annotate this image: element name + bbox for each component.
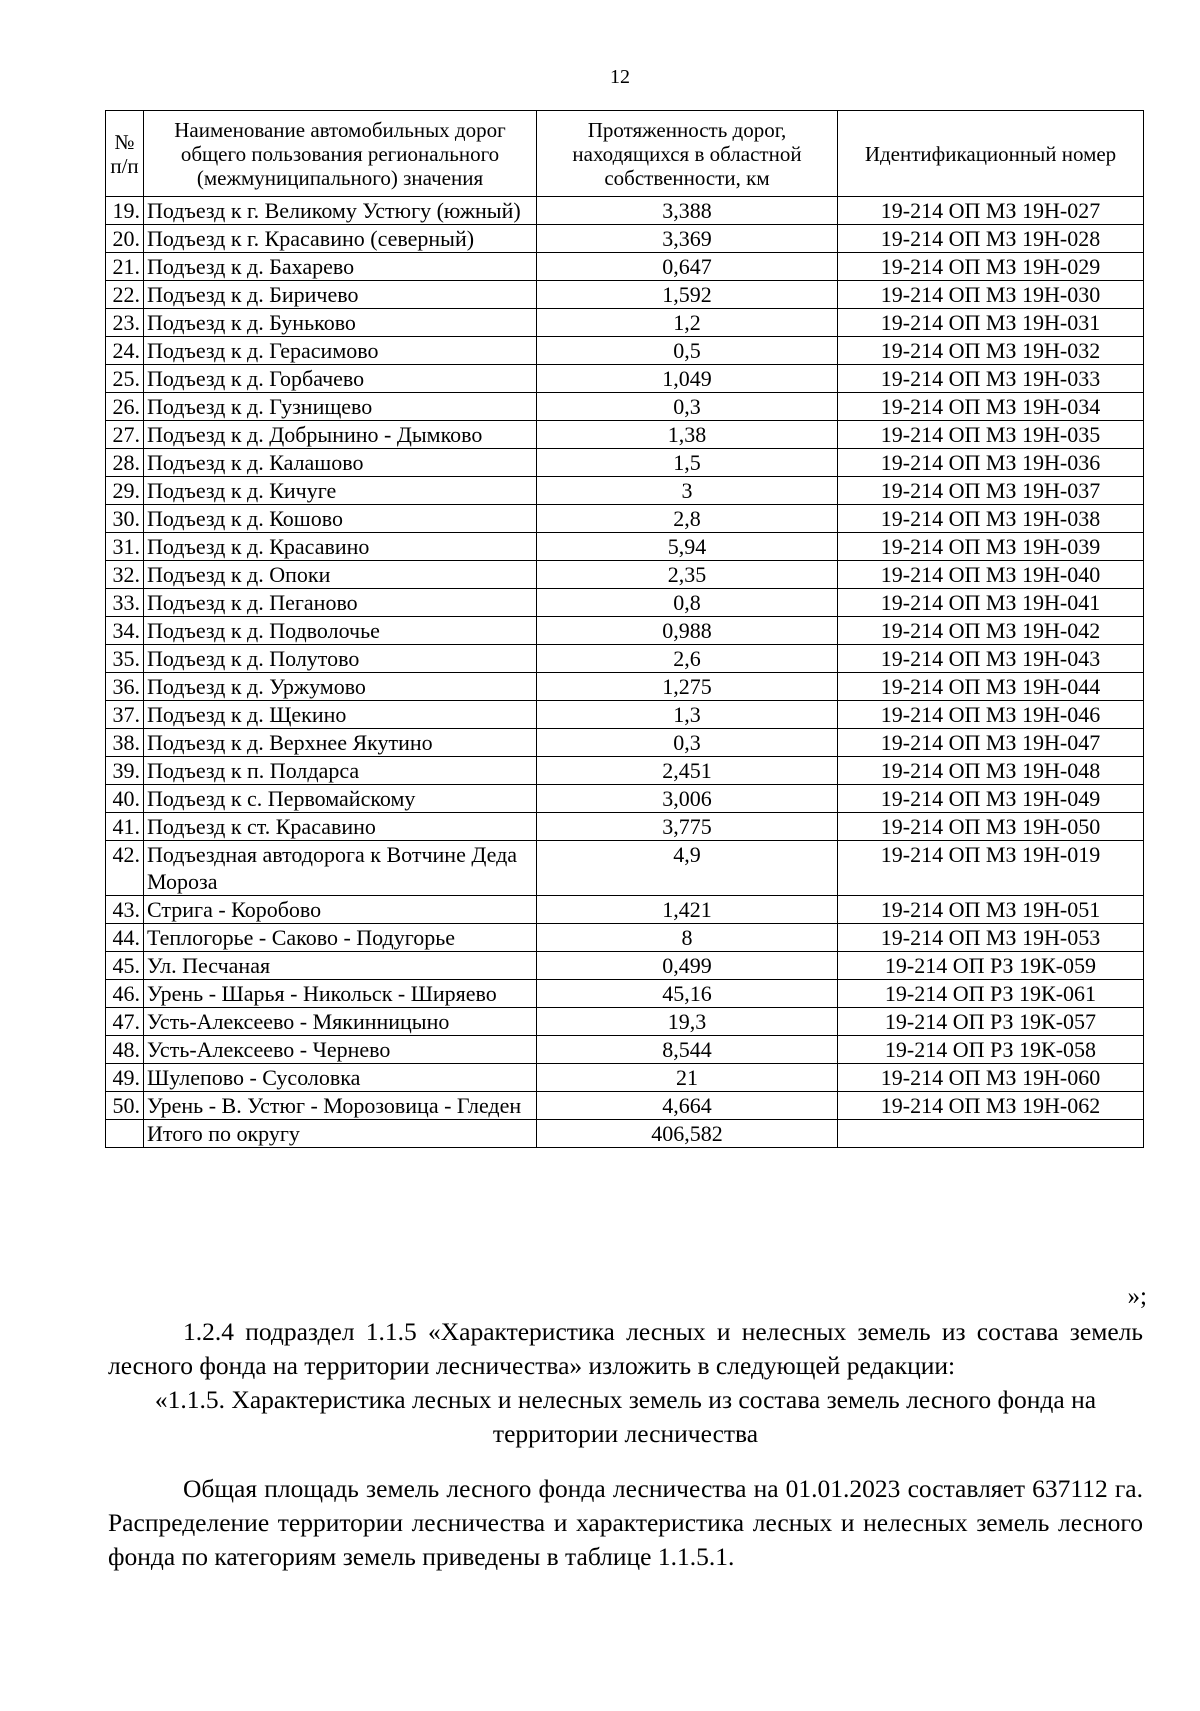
table-header-row [106, 111, 1144, 197]
cell-name: Подъездная автодорога к Вотчине Деда Мороза [144, 841, 537, 896]
cell-name: Усть-Алексеево - Чернево [144, 1036, 537, 1064]
table-row [106, 924, 1144, 952]
cell-ident: 19-214 ОП МЗ 19Н-033 [838, 365, 1144, 393]
cell-num: 48. [106, 1036, 144, 1064]
cell-num: 22. [106, 281, 144, 309]
section-heading: «1.1.5. Характеристика лесных и нелесных земель из состава земель лесного фонда на территории лесничества [154, 1385, 1097, 1448]
cell-length: 45,16 [537, 980, 838, 1008]
cell-ident: 19-214 ОП МЗ 19Н-037 [838, 477, 1144, 505]
cell-ident: 19-214 ОП МЗ 19Н-031 [838, 309, 1144, 337]
cell-ident: 19-214 ОП МЗ 19Н-046 [838, 701, 1144, 729]
cell-name: Подъезд к г. Великому Устюгу (южный) [144, 197, 537, 225]
cell-ident: 19-214 ОП МЗ 19Н-035 [838, 421, 1144, 449]
cell-ident: 19-214 ОП МЗ 19Н-019 [838, 841, 1144, 896]
cell-ident: 19-214 ОП МЗ 19Н-042 [838, 617, 1144, 645]
cell-length: 406,582 [537, 1120, 838, 1148]
cell-name: Усть-Алексеево - Мякинницыно [144, 1008, 537, 1036]
cell-name: Подъезд к д. Добрынино - Дымково [144, 421, 537, 449]
cell-name: Подъезд к д. Кичуге [144, 477, 537, 505]
cell-name: Подъезд к ст. Красавино [144, 813, 537, 841]
cell-length: 1,3 [537, 701, 838, 729]
cell-ident: 19-214 ОП МЗ 19Н-039 [838, 533, 1144, 561]
cell-length: 3,775 [537, 813, 838, 841]
cell-name: Подъезд к д. Опоки [144, 561, 537, 589]
cell-num: 29. [106, 477, 144, 505]
cell-num: 35. [106, 645, 144, 673]
page-number: 12 [610, 66, 630, 88]
cell-num: 41. [106, 813, 144, 841]
cell-ident: 19-214 ОП МЗ 19Н-060 [838, 1064, 1144, 1092]
table-row [106, 673, 1144, 701]
cell-num: 24. [106, 337, 144, 365]
cell-num: 27. [106, 421, 144, 449]
cell-ident: 19-214 ОП МЗ 19Н-038 [838, 505, 1144, 533]
table-row [106, 952, 1144, 980]
table-row [106, 197, 1144, 225]
cell-ident: 19-214 ОП МЗ 19Н-047 [838, 729, 1144, 757]
table-row [106, 589, 1144, 617]
cell-length: 1,5 [537, 449, 838, 477]
table-row [106, 785, 1144, 813]
cell-length: 2,451 [537, 757, 838, 785]
cell-num [106, 1120, 144, 1148]
table-row [106, 533, 1144, 561]
cell-name: Ул. Песчаная [144, 952, 537, 980]
table-row [106, 980, 1144, 1008]
table-row [106, 1036, 1144, 1064]
cell-name: Подъезд к д. Подволочье [144, 617, 537, 645]
cell-ident: 19-214 ОП МЗ 19Н-062 [838, 1092, 1144, 1120]
cell-length: 19,3 [537, 1008, 838, 1036]
cell-length: 4,9 [537, 841, 838, 896]
cell-num: 19. [106, 197, 144, 225]
cell-length: 1,38 [537, 421, 838, 449]
cell-num: 32. [106, 561, 144, 589]
cell-name: Урень - Шарья - Никольск - Ширяево [144, 980, 537, 1008]
cell-length: 0,499 [537, 952, 838, 980]
roads-table [105, 110, 1144, 1148]
table-row [106, 1064, 1144, 1092]
cell-ident: 19-214 ОП МЗ 19Н-044 [838, 673, 1144, 701]
cell-length: 3,006 [537, 785, 838, 813]
cell-ident: 19-214 ОП МЗ 19Н-034 [838, 393, 1144, 421]
cell-length: 0,5 [537, 337, 838, 365]
cell-name: Подъезд к д. Гузнищево [144, 393, 537, 421]
table-row [106, 421, 1144, 449]
closing-quote: »; [1127, 1283, 1147, 1310]
cell-name: Шулепово - Сусоловка [144, 1064, 537, 1092]
cell-num: 28. [106, 449, 144, 477]
cell-num: 42. [106, 841, 144, 896]
cell-num: 39. [106, 757, 144, 785]
table-row [106, 813, 1144, 841]
cell-length: 0,988 [537, 617, 838, 645]
table-row [106, 701, 1144, 729]
cell-name: Подъезд к д. Кошово [144, 505, 537, 533]
cell-num: 36. [106, 673, 144, 701]
cell-length: 5,94 [537, 533, 838, 561]
cell-ident: 19-214 ОП МЗ 19Н-028 [838, 225, 1144, 253]
table-row [106, 729, 1144, 757]
cell-num: 44. [106, 924, 144, 952]
table-row [106, 365, 1144, 393]
cell-num: 43. [106, 896, 144, 924]
cell-ident: 19-214 ОП МЗ 19Н-051 [838, 896, 1144, 924]
cell-ident: 19-214 ОП РЗ 19К-061 [838, 980, 1144, 1008]
table-row [106, 617, 1144, 645]
header-name: Наименование автомобильных дорог общего пользования регионального (межмуниципального) значения [144, 111, 537, 197]
cell-name: Подъезд к д. Верхнее Якутино [144, 729, 537, 757]
cell-length: 1,592 [537, 281, 838, 309]
cell-num: 46. [106, 980, 144, 1008]
table-row [106, 309, 1144, 337]
cell-name: Подъезд к д. Красавино [144, 533, 537, 561]
cell-num: 38. [106, 729, 144, 757]
table-row [106, 281, 1144, 309]
cell-length: 21 [537, 1064, 838, 1092]
cell-length: 1,421 [537, 896, 838, 924]
cell-name: Подъезд к д. Калашово [144, 449, 537, 477]
cell-name: Подъезд к д. Пеганово [144, 589, 537, 617]
table-row [106, 337, 1144, 365]
cell-ident: 19-214 ОП МЗ 19Н-053 [838, 924, 1144, 952]
cell-name: Подъезд к д. Щекино [144, 701, 537, 729]
cell-length: 2,6 [537, 645, 838, 673]
forest-area-paragraph: Общая площадь земель лесного фонда лесничества на 01.01.2023 составляет 637112 га. Распределение территории лесничества и характеристика лесных и нелесных земель лесного фонда по категориям земель приведены в таблице 1.1.5.1. [108, 1474, 1143, 1571]
header-num: № п/п [106, 111, 144, 197]
cell-length: 8,544 [537, 1036, 838, 1064]
cell-num: 34. [106, 617, 144, 645]
cell-name: Подъезд к д. Горбачево [144, 365, 537, 393]
cell-length: 8 [537, 924, 838, 952]
table-row [106, 841, 1144, 896]
cell-length: 0,8 [537, 589, 838, 617]
cell-length: 2,8 [537, 505, 838, 533]
table-row [106, 477, 1144, 505]
header-ident: Идентификационный номер [838, 111, 1144, 197]
cell-name: Подъезд к д. Герасимово [144, 337, 537, 365]
cell-name: Урень - В. Устюг - Морозовица - Гледен [144, 1092, 537, 1120]
cell-num: 31. [106, 533, 144, 561]
table-row [106, 1008, 1144, 1036]
cell-num: 21. [106, 253, 144, 281]
cell-num: 47. [106, 1008, 144, 1036]
cell-length: 3,369 [537, 225, 838, 253]
cell-num: 26. [106, 393, 144, 421]
cell-length: 1,2 [537, 309, 838, 337]
cell-num: 40. [106, 785, 144, 813]
table-row [106, 1092, 1144, 1120]
table-row [106, 449, 1144, 477]
cell-num: 30. [106, 505, 144, 533]
table-row [106, 896, 1144, 924]
cell-length: 0,647 [537, 253, 838, 281]
table-row [106, 253, 1144, 281]
cell-name: Подъезд к д. Буньково [144, 309, 537, 337]
cell-ident: 19-214 ОП РЗ 19К-058 [838, 1036, 1144, 1064]
cell-length: 2,35 [537, 561, 838, 589]
cell-ident: 19-214 ОП МЗ 19Н-032 [838, 337, 1144, 365]
cell-num: 23. [106, 309, 144, 337]
table-row [106, 225, 1144, 253]
cell-name: Стрига - Коробово [144, 896, 537, 924]
cell-num: 50. [106, 1092, 144, 1120]
cell-ident: 19-214 ОП РЗ 19К-059 [838, 952, 1144, 980]
cell-length: 1,275 [537, 673, 838, 701]
cell-length: 3,388 [537, 197, 838, 225]
cell-name: Подъезд к г. Красавино (северный) [144, 225, 537, 253]
cell-name: Подъезд к д. Уржумово [144, 673, 537, 701]
cell-length: 1,049 [537, 365, 838, 393]
cell-name: Подъезд к д. Бахарево [144, 253, 537, 281]
cell-num: 20. [106, 225, 144, 253]
cell-name: Подъезд к д. Полутово [144, 645, 537, 673]
cell-ident: 19-214 ОП МЗ 19Н-029 [838, 253, 1144, 281]
cell-ident [838, 1120, 1144, 1148]
table-row [106, 561, 1144, 589]
cell-name: Подъезд к с. Первомайскому [144, 785, 537, 813]
cell-ident: 19-214 ОП МЗ 19Н-049 [838, 785, 1144, 813]
table-row [106, 393, 1144, 421]
cell-name: Подъезд к д. Биричево [144, 281, 537, 309]
cell-length: 0,3 [537, 729, 838, 757]
table-row [106, 757, 1144, 785]
cell-ident: 19-214 ОП МЗ 19Н-040 [838, 561, 1144, 589]
cell-length: 4,664 [537, 1092, 838, 1120]
cell-ident: 19-214 ОП МЗ 19Н-048 [838, 757, 1144, 785]
cell-name: Теплогорье - Саково - Подугорье [144, 924, 537, 952]
header-length: Протяженность дорог, находящихся в областной собственности, км [537, 111, 838, 197]
cell-ident: 19-214 ОП МЗ 19Н-050 [838, 813, 1144, 841]
table-body [106, 197, 1144, 1148]
cell-ident: 19-214 ОП РЗ 19К-057 [838, 1008, 1144, 1036]
cell-num: 37. [106, 701, 144, 729]
cell-num: 25. [106, 365, 144, 393]
table-row [106, 645, 1144, 673]
table-row [106, 505, 1144, 533]
cell-ident: 19-214 ОП МЗ 19Н-036 [838, 449, 1144, 477]
cell-ident: 19-214 ОП МЗ 19Н-030 [838, 281, 1144, 309]
cell-ident: 19-214 ОП МЗ 19Н-041 [838, 589, 1144, 617]
cell-num: 33. [106, 589, 144, 617]
cell-ident: 19-214 ОП МЗ 19Н-043 [838, 645, 1144, 673]
cell-ident: 19-214 ОП МЗ 19Н-027 [838, 197, 1144, 225]
cell-length: 3 [537, 477, 838, 505]
cell-name: Подъезд к п. Полдарса [144, 757, 537, 785]
total-row [106, 1120, 1144, 1148]
cell-num: 49. [106, 1064, 144, 1092]
cell-num: 45. [106, 952, 144, 980]
cell-name: Итого по округу [144, 1120, 537, 1148]
amendment-paragraph: 1.2.4 подраздел 1.1.5 «Характеристика лесных и нелесных земель из состава земель лесного фонда на территории лесничества» изложить в следующей редакции: [108, 1317, 1143, 1380]
cell-length: 0,3 [537, 393, 838, 421]
